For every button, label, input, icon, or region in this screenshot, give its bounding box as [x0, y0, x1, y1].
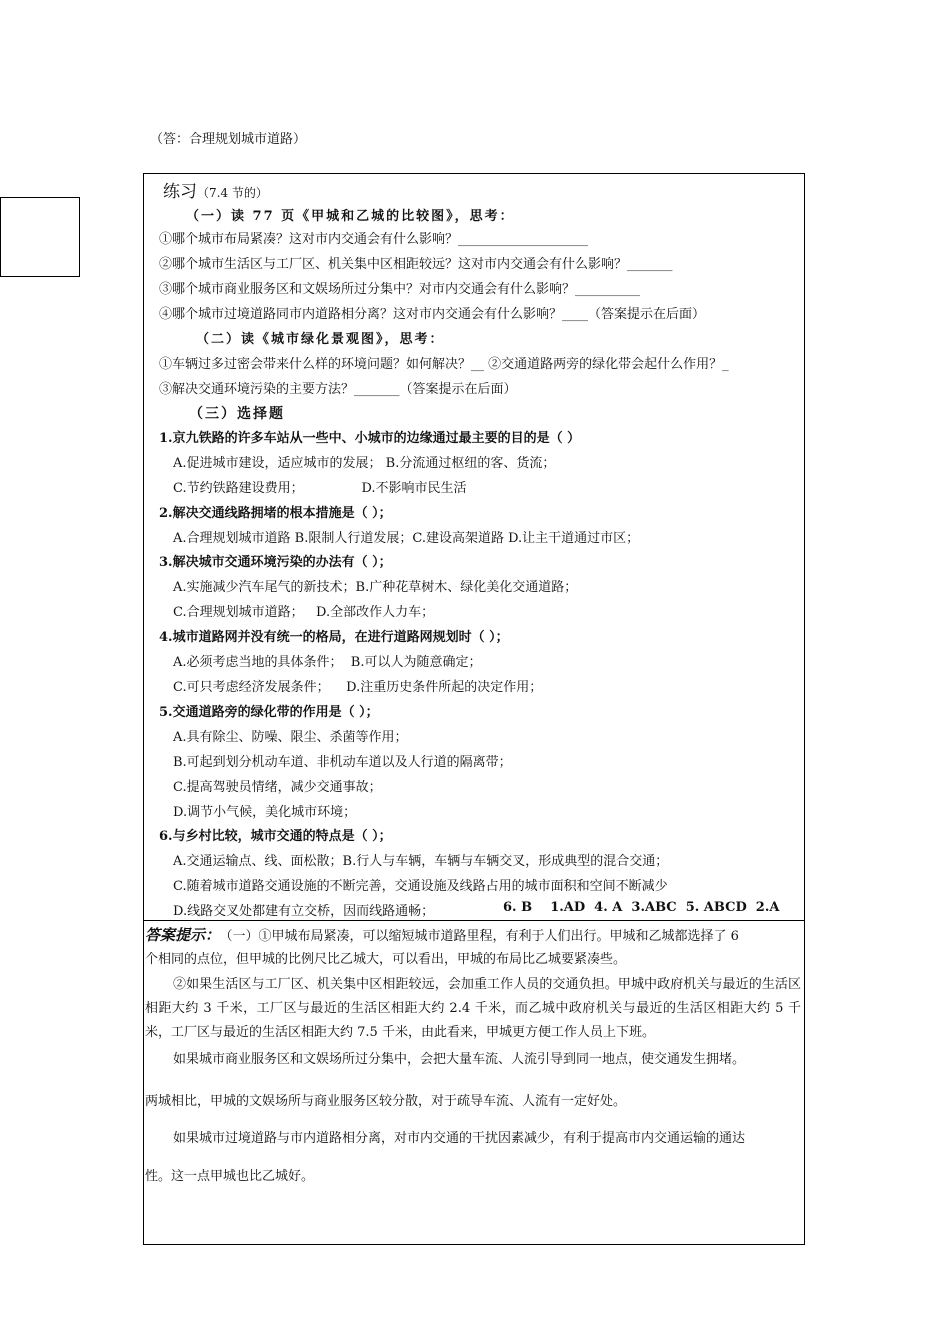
question-option: C.节约铁路建设费用； D.不影响市民生活 [173, 481, 467, 496]
section1-item: ③哪个城市商业服务区和文娱场所过分集中？对市内交通会有什么影响？__________ [159, 282, 641, 297]
question-option: C.随着城市道路交通设施的不断完善，交通设施及线路占用的城市面积和空间不断减少 [173, 879, 668, 894]
answer-hint-2: ②如果生活区与工厂区、机关集中区相距较远，会加重工作人员的交通负担。甲城中政府机关与最近的生活区相距大约 3 千米，工厂区与最近的生活区相距大约 2.4 千米，而乙城中政府机关与最近的生活区相距大约 5 千米，工厂区与最近的生活区相距大约 7.5 千米，由此看来，甲城更方便工作人员上下班。 [145, 977, 801, 1040]
exercise-title-note: （7.4 节的） [197, 186, 268, 200]
exercise-title: 练习 [163, 182, 197, 202]
question-option: A.促进城市建设，适应城市的发展； B.分流通过枢纽的客、货流； [173, 456, 556, 471]
answer-hint-4b: 性。这一点甲城也比乙城好。 [145, 1169, 315, 1184]
question: 3.解决城市交通环境污染的办法有（ ）； [159, 555, 392, 570]
question-option: A.具有除尘、防噪、限尘、杀菌等作用； [173, 730, 408, 745]
answer-hints-first-line [145, 924, 739, 945]
section2-heading: （二）读《城市绿化景观图》，思考： [196, 332, 445, 347]
question-option: A.交通运输点、线、面松散；B.行人与车辆，车辆与车辆交叉，形成典型的混合交通； [173, 854, 669, 869]
section2-item: ③解决交通环境污染的主要方法？_______（答案提示在后面） [159, 382, 517, 397]
margin-box [0, 197, 80, 277]
question: 5.交通道路旁的绿化带的作用是（ ）； [159, 705, 379, 720]
question-option: C.提高驾驶员情绪，减少交通事故； [173, 780, 382, 795]
section1-item: ④哪个城市过境道路同市内道路相分离？这对市内交通会有什么影响？____（答案提示在后面） [159, 307, 706, 322]
question: 4.城市道路网并没有统一的格局，在进行道路网规划时（ ）； [159, 630, 509, 645]
exercise-title-line [163, 177, 268, 202]
answer-hint-3b: 两城相比，甲城的文娱场所与商业服务区较分散，对于疏导车流、人流有一定好处。 [145, 1094, 627, 1109]
question-option: D.调节小气候，美化城市环境； [173, 805, 357, 820]
question-option: A.必须考虑当地的具体条件； B.可以人为随意确定； [173, 655, 482, 670]
answer-hint-1-lead: （一）①甲城布局紧凑，可以缩短城市道路里程，有利于人们出行。甲城和乙城都选择了 6 [226, 929, 739, 944]
answer-hint-3a: 如果城市商业服务区和文娱场所过分集中，会把大量车流、人流引导到同一地点，使交通发生拥堵。 [173, 1052, 746, 1067]
answer-key: 6. B 1.AD 4. A 3.ABC 5. ABCD 2.A [503, 900, 780, 915]
question-option: D.线路交叉处都建有立交桥，因而线路通畅； [173, 904, 435, 919]
question-option: C.可只考虑经济发展条件； D.注重历史条件所起的决定作用； [173, 680, 543, 695]
section1-item: ②哪个城市生活区与工厂区、机关集中区相距较远？这对市内交通会有什么影响？_______ [159, 257, 673, 272]
answer-hints-label: 答案提示： [145, 926, 221, 944]
section1-item: ①哪个城市布局紧凑？这对市内交通会有什么影响？____________________ [159, 232, 589, 247]
question-option: A.实施减少汽车尾气的新技术；B.广种花草树木、绿化美化交通道路； [173, 580, 578, 595]
section3-heading: （三）选择题 [189, 406, 285, 422]
question-option: B.可起到划分机动车道、非机动车道以及人行道的隔离带； [173, 755, 512, 770]
section2-item: ①车辆过多过密会带来什么样的环境问题？如何解决？__ ②交通道路两旁的绿化带会起什么作用？_ [159, 357, 729, 372]
answer-hint-1-cont: 个相同的点位，但甲城的比例尺比乙城大，可以看出，甲城的布局比乙城要紧凑些。 [145, 952, 627, 967]
question-option: C.合理规划城市道路； D.全部改作人力车； [173, 605, 435, 620]
question: 2.解决交通线路拥堵的根本措施是（ ）； [159, 506, 392, 521]
answer-hint-4a: 如果城市过境道路与市内道路相分离，对市内交通的干扰因素减少，有利于提高市内交通运输的通达 [173, 1131, 746, 1146]
question-option: A.合理规划城市道路 B.限制人行道发展；C.建设高架道路 D.让主干道通过市区； [173, 531, 640, 546]
question: 6.与乡村比较，城市交通的特点是（ ）； [159, 829, 392, 844]
question: 1.京九铁路的许多车站从一些中、小城市的边缘通过最主要的目的是（ ） [159, 431, 581, 446]
answer-divider [143, 920, 805, 921]
section1-heading: （一）读 77 页《甲城和乙城的比较图》，思考： [186, 209, 515, 224]
top-note: （答：合理规划城市道路） [150, 132, 307, 147]
